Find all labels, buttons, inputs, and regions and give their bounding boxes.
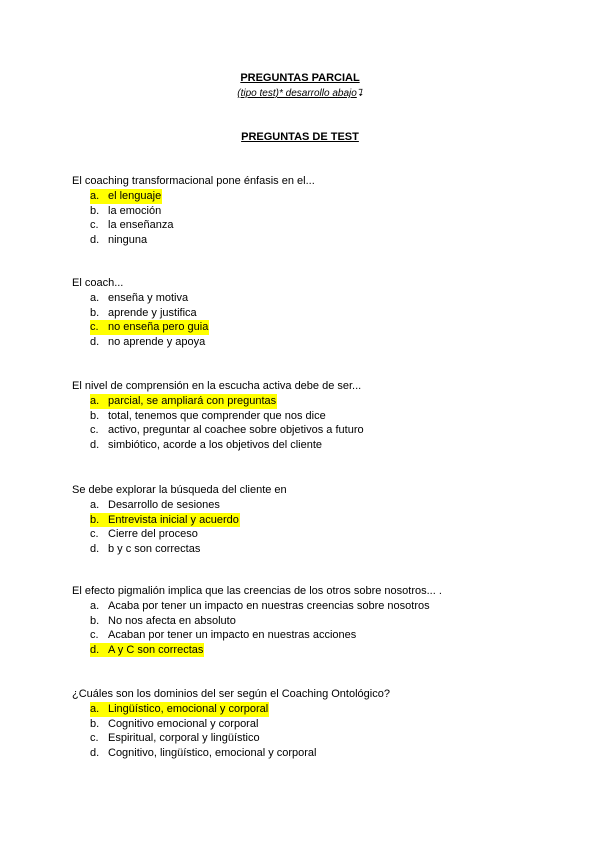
option-letter: d. [90, 542, 100, 555]
option-letter: a. [90, 600, 100, 612]
option-letter: a. [90, 499, 100, 511]
document-subtitle [0, 88, 600, 99]
option-letter: c. [90, 732, 99, 745]
answer-line [90, 423, 364, 438]
option-letter: d. [90, 438, 100, 451]
answer-line [90, 291, 188, 306]
answer-option [72, 394, 572, 409]
question-text: Se debe explorar la búsqueda del cliente en [72, 484, 287, 496]
answer-line [90, 233, 147, 248]
question-text: El nivel de comprensión en la escucha activa debe de ser... [72, 380, 362, 392]
answer-line [90, 717, 258, 732]
option-letter: c. [90, 528, 99, 541]
option-letter: b. [90, 614, 100, 627]
highlighted-answer [90, 320, 209, 335]
answer-option [72, 513, 572, 528]
option-text: b y c son correctas [108, 542, 201, 555]
answer-line [90, 204, 161, 219]
option-text: Lingüístico, emocional y corporal [108, 703, 269, 715]
answer-option [72, 527, 572, 542]
subtitle-text: (tipo test)* desarrollo abajo [237, 88, 357, 99]
option-letter: b. [90, 204, 100, 217]
option-letter: b. [90, 717, 100, 730]
answer-option [72, 438, 572, 453]
question-block [72, 687, 572, 760]
question-block [72, 174, 572, 247]
answer-option [72, 204, 572, 219]
answer-line [90, 498, 220, 513]
option-letter: c. [90, 219, 99, 232]
question-block [72, 483, 572, 556]
answer-line [90, 335, 205, 350]
answer-line [90, 306, 197, 321]
option-letter: c. [90, 321, 99, 334]
highlighted-answer [90, 513, 240, 528]
answer-option [72, 731, 572, 746]
option-text: ninguna [108, 233, 148, 246]
answer-line [90, 599, 430, 614]
option-text: activo, preguntar al coachee sobre objetivos a futuro [108, 424, 364, 437]
option-text: Entrevista inicial y acuerdo [108, 513, 239, 526]
answer-option [72, 643, 572, 658]
option-text: la emoción [108, 204, 162, 217]
answer-line [90, 527, 198, 542]
answer-option [72, 746, 572, 761]
option-letter: b. [90, 513, 100, 526]
question-text: El efecto pigmalión implica que las creencias de los otros sobre nosotros... . [72, 585, 442, 597]
document-title: PREGUNTAS PARCIAL [240, 72, 360, 84]
answer-line [90, 542, 200, 557]
option-letter: b. [90, 306, 100, 319]
option-text: Acaba por tener un impacto en nuestras creencias sobre nosotros [108, 600, 430, 612]
section-heading: PREGUNTAS DE TEST [241, 131, 359, 143]
arrow-down-left-icon: ⮧ [356, 88, 363, 99]
answer-option [72, 614, 572, 629]
option-text: Cognitivo, lingüístico, emocional y corporal [108, 746, 317, 759]
answer-option [72, 218, 572, 233]
answer-line [90, 731, 260, 746]
question-block [72, 379, 572, 452]
answer-option [72, 542, 572, 557]
highlighted-answer [90, 643, 204, 658]
answer-option [72, 335, 572, 350]
answer-option [72, 498, 572, 513]
option-text: simbiótico, acorde a los objetivos del cliente [108, 438, 323, 451]
answer-option [72, 423, 572, 438]
answer-line [90, 218, 173, 233]
option-text: No nos afecta en absoluto [108, 614, 236, 627]
option-letter: a. [90, 292, 100, 304]
answer-line [90, 628, 356, 643]
option-text: parcial, se ampliará con preguntas [108, 395, 277, 407]
option-letter: c. [90, 424, 99, 437]
answer-option [72, 233, 572, 248]
option-letter: d. [90, 335, 100, 348]
option-text: Cierre del proceso [108, 528, 198, 541]
answer-option [72, 628, 572, 643]
question-block [72, 584, 572, 657]
answer-line [90, 746, 317, 761]
option-letter: b. [90, 409, 100, 422]
option-text: Espiritual, corporal y lingüístico [108, 732, 260, 745]
option-letter: a. [90, 703, 100, 715]
answer-line [90, 438, 322, 453]
option-letter: d. [90, 643, 100, 656]
option-letter: a. [90, 190, 100, 202]
option-text: Acaban por tener un impacto en nuestras acciones [108, 629, 357, 642]
option-letter: c. [90, 629, 99, 642]
option-text: enseña y motiva [108, 292, 189, 304]
answer-option [72, 320, 572, 335]
answer-option [72, 702, 572, 717]
option-letter: a. [90, 395, 100, 407]
option-text: el lenguaje [108, 190, 162, 202]
answer-option [72, 717, 572, 732]
highlighted-answer [90, 394, 277, 409]
option-text: aprende y justifica [108, 306, 197, 319]
answer-line [90, 614, 236, 629]
question-block [72, 276, 572, 349]
answer-option [72, 291, 572, 306]
option-text: A y C son correctas [108, 643, 204, 656]
option-text: no aprende y apoya [108, 335, 206, 348]
option-letter: d. [90, 746, 100, 759]
answer-option [72, 189, 572, 204]
question-text: El coaching transformacional pone énfasis en el... [72, 175, 315, 187]
question-text: ¿Cuáles son los dominios del ser según el Coaching Ontológico? [72, 688, 390, 700]
answer-line [90, 409, 326, 424]
highlighted-answer [90, 702, 269, 717]
answer-option [72, 409, 572, 424]
answer-option [72, 306, 572, 321]
option-text: no enseña pero guia [108, 321, 209, 334]
option-text: Cognitivo emocional y corporal [108, 717, 259, 730]
highlighted-answer [90, 189, 162, 204]
option-text: Desarrollo de sesiones [108, 499, 220, 511]
option-text: la enseñanza [108, 219, 174, 232]
answer-option [72, 599, 572, 614]
question-text: El coach... [72, 277, 124, 289]
option-letter: d. [90, 233, 100, 246]
option-text: total, tenemos que comprender que nos dice [108, 409, 326, 422]
